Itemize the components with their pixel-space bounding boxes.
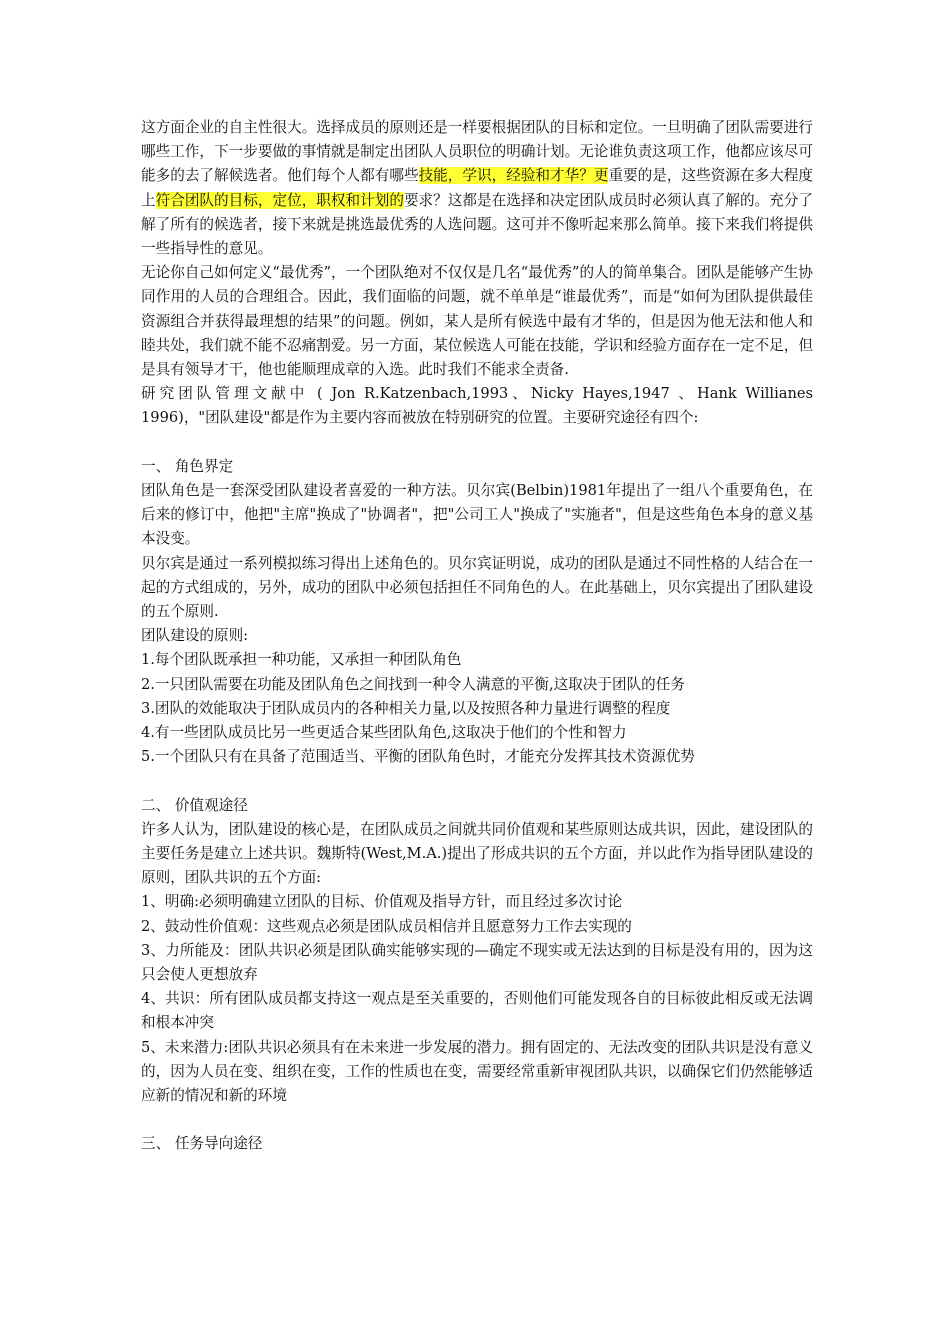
consensus-item: 2、鼓动性价值观：这些观点必须是团队成员相信并且愿意努力工作去实现的 — [141, 917, 632, 935]
principles-title: 团队建设的原则: — [141, 627, 249, 645]
blank-line — [141, 1108, 813, 1132]
consensus-item: 3、力所能及：团队共识必须是团队确实能够实现的—确定不现实或无法达到的目标是没有用的，因为这只会使人更想放弃 — [141, 941, 813, 984]
paragraph-belbin-proof: 贝尔宾是通过一系列模拟练习得出上述角色的。贝尔宾证明说，成功的团队是通过不同性格的人结合在一起的方式组成的，另外，成功的团队中必须包括担任不同角色的人。在此基础上，贝尔宾提出了团队建设的五个原则. — [141, 554, 813, 621]
paragraph-intro-part-c: 要求？这都是在选择和决定团队成员时必须认真了解的。充分了解了所有的候选者，接下来就是挑选最优秀的人选问题。这可并不像听起来那么简单。接下来我们将提供一些指导性的意见。 — [141, 191, 813, 258]
paragraph-values: 许多人认为，团队建设的核心是，在团队成员之间就共同价值观和某些原则达成共识，因此，建设团队的主要任务是建立上述共识。魏斯特(West,M.A.)提出了形成共识的五个方面，并以此作为指导团队建设的原则，团队共识的五个方面: — [141, 820, 813, 887]
highlight-skills: 技能，学识，经验和才华？更 — [418, 167, 609, 185]
consensus-item: 5、未来潜力:团队共识必须具有在未来进一步发展的潜力。拥有固定的、无法改变的团队共识是没有意义的，因为人员在变、组织在变，工作的性质也在变，需要经常重新审视团队共识，以确保它们仍然能够适应新的情况和新的环境 — [141, 1038, 813, 1105]
principle-item: 2.一只团队需要在功能及团队角色之间找到一种令人满意的平衡,这取决于团队的任务 — [141, 675, 685, 693]
consensus-item: 4、共识：所有团队成员都支持这一观点是至关重要的，否则他们可能发现各自的目标彼此相反或无法调和根本冲突 — [141, 990, 813, 1032]
section-heading-roles: 一、 角色界定 — [141, 457, 234, 475]
paragraph-belbin-roles: 团队角色是一套深受团队建设者喜爱的一种方法。贝尔宾(Belbin)1981年提出了一组八个重要角色，在后来的修订中，他把"主席"换成了"协调者"，把"公司工人"换成了"实施者"，但是这些角色本身的意义基本没变。 — [141, 482, 813, 548]
principle-item: 1.每个团队既承担一种功能，又承担一种团队角色 — [141, 651, 462, 669]
principle-item: 4.有一些团队成员比另一些更适合某些团队角色,这取决于他们的个性和智力 — [141, 724, 627, 742]
principle-item: 5.一个团队只有在具备了范围适当、平衡的团队角色时，才能充分发挥其技术资源优势 — [141, 748, 695, 766]
paragraph-best-team: 无论你自己如何定义“最优秀”，一个团队绝对不仅仅是几名“最优秀”的人的简单集合。团队是能够产生协同作用的人员的合理组合。因此，我们面临的问题，就不单单是“谁最优秀”，而是“如何为团队提供最佳资源组合并获得最理想的结果”的问题。例如，某人是所有候选中最有才华的，但是因为他无法和他人和睦共处，我们就不能不忍痛割爱。另一方面，某位候选人可能在技能，学识和经验方面存在一定不足，但是具有领导才干，他也能顺理成章的入选。此时我们不能求全责备. — [141, 264, 813, 379]
highlight-goals: 符合团队的目标，定位，职权和计划的 — [155, 191, 404, 209]
section-heading-values: 二、 价值观途径 — [141, 796, 248, 814]
blank-line — [141, 431, 813, 455]
blank-line — [141, 769, 813, 793]
paragraph-intro-part-b: 重要的是，这些资源在多大程度上 — [141, 167, 813, 209]
principle-item: 3.团队的效能取决于团队成员内的各种相关力量,以及按照各种力量进行调整的程度 — [141, 699, 671, 717]
section-heading-task: 三、 任务导向途径 — [141, 1135, 263, 1153]
paragraph-intro-part-a: 这方面企业的自主性很大。选择成员的原则还是一样要根据团队的目标和定位。一旦明确了团队需要进行哪些工作，下一步要做的事情就是制定出团队人员职位的明确计划。无论谁负责这项工作，他都应该尽可能多的去了解候选者。他们每个人都有哪些 — [141, 119, 813, 185]
consensus-item: 1、明确:必须明确建立团队的目标、价值观及指导方针，而且经过多次讨论 — [141, 893, 623, 911]
paragraph-literature: 研究团队管理文献中 ( Jon R.Katzenbach,1993、Nicky Hayes,1947 、Hank Willianes 1996)，"团队建设"都是作为主要内容而被放在特别研究的位置。主要研究途径有四个: — [141, 385, 813, 427]
paragraph-intro — [141, 116, 813, 261]
document-body — [141, 116, 813, 1157]
